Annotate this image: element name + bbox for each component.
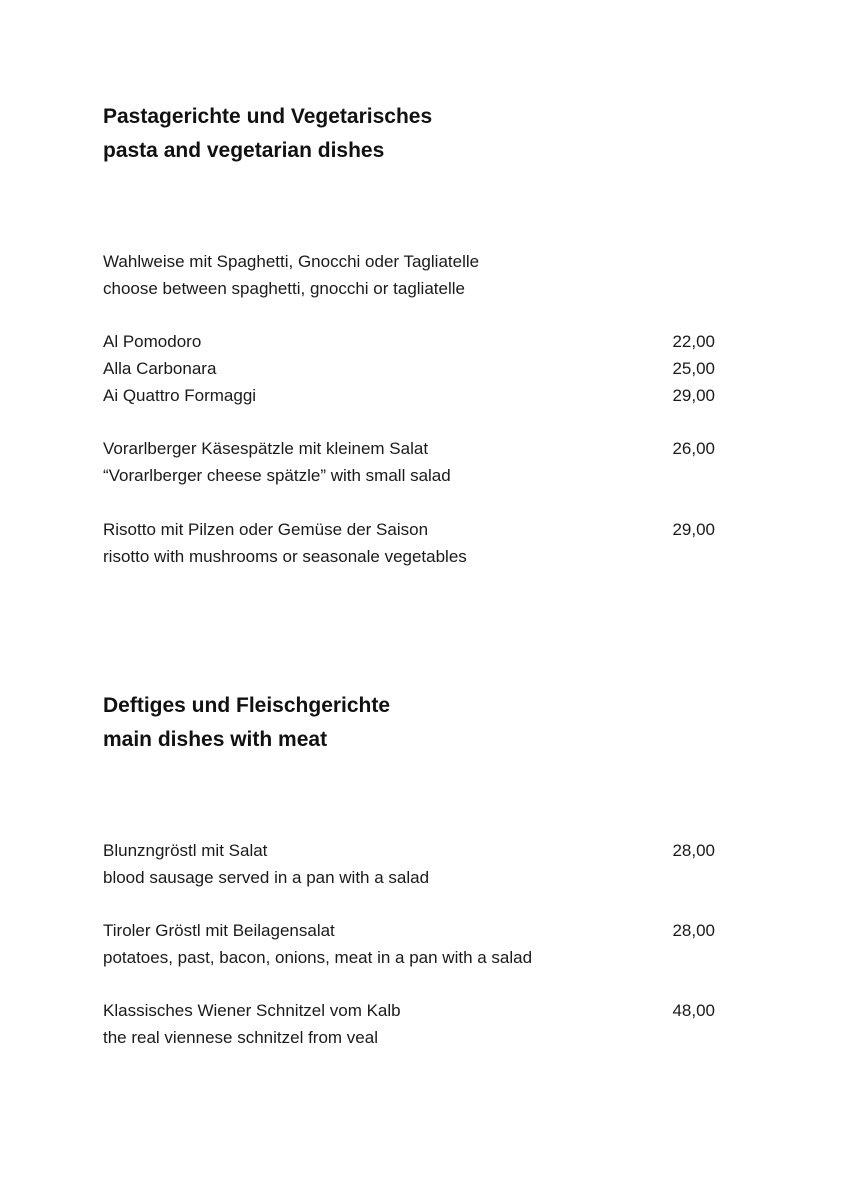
- menu-item-name: Blunzngröstl mit Salat: [103, 841, 268, 860]
- menu-item-price: 29,00: [672, 520, 715, 539]
- menu-item-name: Al Pomodoro: [103, 332, 202, 351]
- menu-item-name: Vorarlberger Käsespätzle mit kleinem Salat: [103, 439, 429, 458]
- menu-item-name: Risotto mit Pilzen oder Gemüse der Saison: [103, 520, 429, 539]
- menu-item-name: Klassisches Wiener Schnitzel vom Kalb: [103, 1001, 401, 1020]
- menu-item: [103, 516, 715, 543]
- menu-item-price: 26,00: [672, 439, 715, 458]
- menu-item-desc: risotto with mushrooms or seasonale vegetables: [103, 547, 467, 566]
- section-intro-en: choose between spaghetti, gnocchi or tagliatelle: [103, 279, 465, 298]
- menu-item-name: Alla Carbonara: [103, 359, 217, 378]
- menu-item-desc: “Vorarlberger cheese spätzle” with small salad: [103, 466, 451, 485]
- menu-item-desc-line: [103, 543, 715, 570]
- section-title-en: main dishes with meat: [103, 728, 328, 751]
- menu-item: [103, 328, 715, 355]
- menu-item-name: Tiroler Gröstl mit Beilagensalat: [103, 921, 335, 940]
- section-intro-de-line: [103, 248, 715, 275]
- menu-item-desc-line: [103, 462, 715, 489]
- menu-item: [103, 837, 715, 864]
- menu-item-desc: potatoes, past, bacon, onions, meat in a pan with a salad: [103, 948, 533, 967]
- menu-item-price: 28,00: [672, 921, 715, 940]
- menu-item: [103, 997, 715, 1024]
- menu-item-desc-line: [103, 944, 715, 971]
- menu-item-price: 25,00: [672, 359, 715, 378]
- menu-item-price: 22,00: [672, 332, 715, 351]
- section-title-de: Deftiges und Fleischgerichte: [103, 694, 391, 717]
- menu-item-desc: blood sausage served in a pan with a salad: [103, 868, 430, 887]
- menu-item-price: 28,00: [672, 841, 715, 860]
- menu-item-price: 29,00: [672, 386, 715, 405]
- menu-item: [103, 435, 715, 462]
- section-title-en: pasta and vegetarian dishes: [103, 139, 385, 162]
- menu-item-desc-line: [103, 864, 715, 891]
- section-intro-en-line: [103, 275, 715, 302]
- section-title-de: Pastagerichte und Vegetarisches: [103, 105, 433, 128]
- menu-item: [103, 917, 715, 944]
- menu-item-desc: the real viennese schnitzel from veal: [103, 1028, 378, 1047]
- menu-item-price: 48,00: [672, 1001, 715, 1020]
- menu-item: [103, 382, 715, 409]
- section-heading-meat: [103, 689, 390, 757]
- menu-item-name: Ai Quattro Formaggi: [103, 386, 257, 405]
- menu-item: [103, 355, 715, 382]
- section-intro-de: Wahlweise mit Spaghetti, Gnocchi oder Tagliatelle: [103, 252, 480, 271]
- section-heading-pasta: [103, 100, 432, 168]
- menu-item-desc-line: [103, 1024, 715, 1051]
